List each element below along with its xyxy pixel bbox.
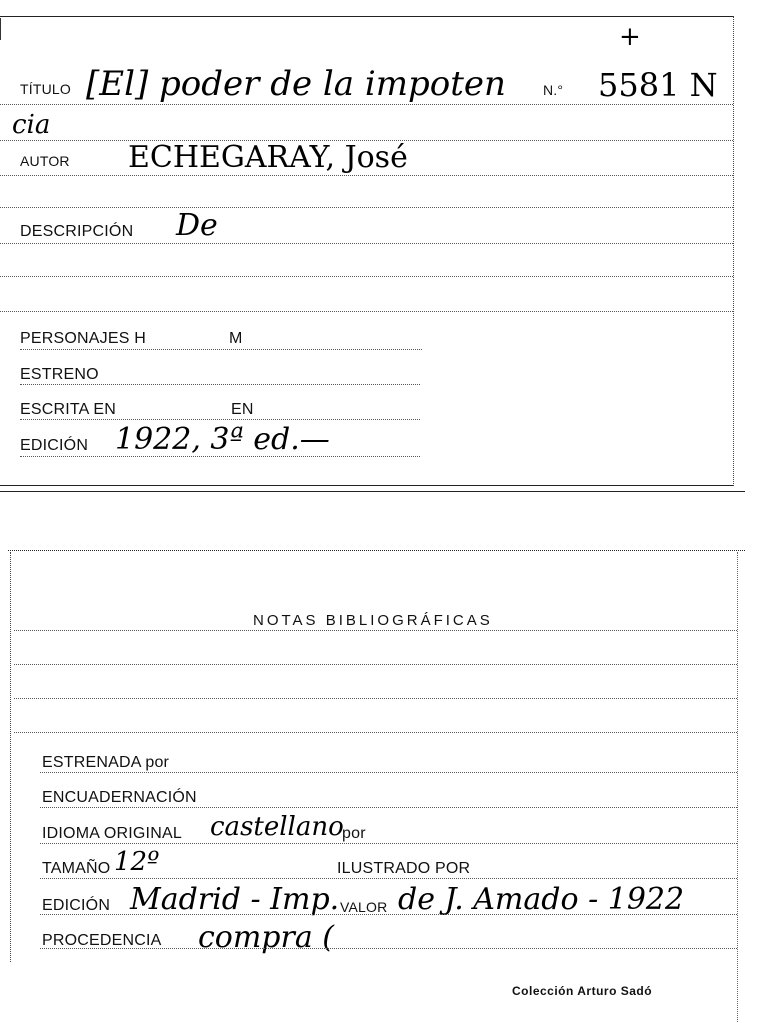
personajes-label: PERSONAJES H xyxy=(20,330,146,347)
personajes-m-label: M xyxy=(229,330,243,347)
card-bottom-edge-2 xyxy=(0,491,745,492)
catalog-card-back xyxy=(0,540,759,1028)
estrenada-rule xyxy=(40,772,737,773)
titulo-label: TÍTULO xyxy=(20,81,71,97)
blank-rule-3 xyxy=(0,311,733,312)
valor-label: VALOR xyxy=(340,899,388,915)
card-bottom-edge-1 xyxy=(0,485,733,486)
estrenada-label: ESTRENADA por xyxy=(42,754,170,771)
estreno-label: ESTRENO xyxy=(20,366,99,383)
en-label: EN xyxy=(231,401,254,418)
collection-credit: Colección Arturo Sadó xyxy=(512,984,653,998)
card-right-edge xyxy=(733,16,734,486)
idioma-value: castellano xyxy=(210,812,344,842)
personajes-rule xyxy=(20,349,422,350)
notas-rule-4 xyxy=(14,732,737,733)
notas-bibliograficas-title: NOTAS BIBLIOGRÁFICAS xyxy=(253,612,493,629)
autor-label: AUTOR xyxy=(20,153,70,169)
autor-value: ECHEGARAY, José xyxy=(128,140,408,175)
descripcion-rule xyxy=(0,243,733,244)
edicion-value-b: de J. Amado - 1922 xyxy=(398,882,685,917)
idioma-rule xyxy=(40,843,737,844)
ilustrado-label: ILUSTRADO POR xyxy=(337,860,471,877)
tamano-label: TAMAÑO xyxy=(42,860,111,877)
blank-rule-2 xyxy=(0,276,733,277)
idioma-label: IDIOMA ORIGINAL xyxy=(42,825,182,842)
card-top-edge xyxy=(0,16,733,17)
catalog-card-front xyxy=(0,0,759,500)
edicion-label: EDICIÓN xyxy=(20,437,89,454)
edicion-value-a: Madrid - Imp. xyxy=(130,882,340,917)
titulo-value: [El] poder de la impoten xyxy=(86,64,506,104)
card-top-edge xyxy=(8,550,745,551)
procedencia-rule xyxy=(40,948,737,949)
procedencia-value: compra ( xyxy=(198,920,334,955)
titulo-rule xyxy=(0,104,733,105)
encuadernacion-rule xyxy=(40,807,737,808)
procedencia-label: PROCEDENCIA xyxy=(42,932,162,949)
estreno-rule xyxy=(20,384,420,385)
numero-value: 5581 N xyxy=(598,66,718,104)
titulo-value-continued: cia xyxy=(12,110,51,140)
edicion-label: EDICIÓN xyxy=(42,897,111,914)
notas-rule-1 xyxy=(14,630,737,631)
encuadernacion-label: ENCUADERNACIÓN xyxy=(42,789,197,806)
descripcion-label: DESCRIPCIÓN xyxy=(20,223,134,240)
edicion-rule xyxy=(20,456,420,457)
tamano-value: 12º xyxy=(114,847,160,877)
edicion-value: 1922, 3ª ed.— xyxy=(115,422,330,457)
card-right-edge xyxy=(737,552,738,1022)
notas-rule-2 xyxy=(14,664,737,665)
card-left-edge xyxy=(10,552,11,962)
descripcion-value: De xyxy=(176,208,218,243)
edicion-rule xyxy=(40,914,737,915)
numero-label: N.° xyxy=(543,82,564,98)
tamano-rule xyxy=(40,878,737,879)
idioma-suffix: por xyxy=(342,825,366,842)
escrita-rule xyxy=(20,419,420,420)
escrita-en-label: ESCRITA EN xyxy=(20,401,116,418)
card-left-edge-mark xyxy=(0,18,1,40)
notas-rule-3 xyxy=(14,698,737,699)
blank-rule-1 xyxy=(0,207,733,208)
corner-mark: + xyxy=(619,22,641,52)
autor-rule xyxy=(0,175,733,176)
